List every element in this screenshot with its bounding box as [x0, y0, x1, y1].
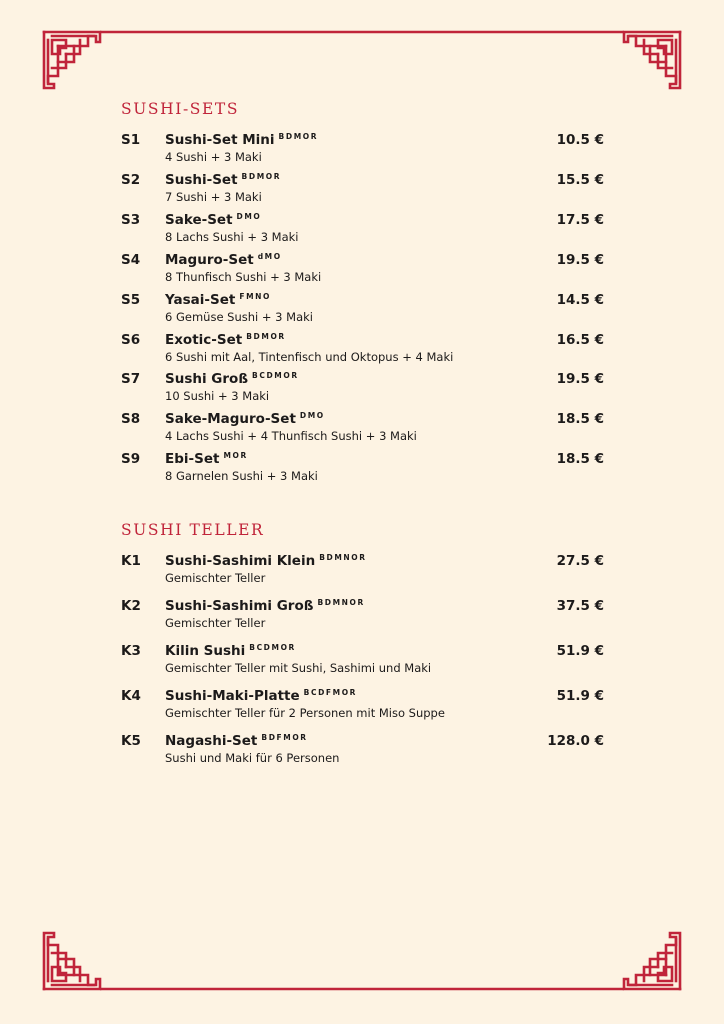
item-code: K3 [121, 642, 141, 659]
item-price: 19.5 € [556, 251, 604, 268]
item-code: K1 [121, 553, 141, 569]
item-code: S9 [121, 451, 141, 468]
item-code: S5 [121, 291, 141, 308]
item-description: 8 Thunfisch Sushi + 3 Maki [165, 269, 322, 284]
item-allergens: BDMNOR [319, 553, 367, 562]
item-description: Sushi und Maki für 6 Personen [165, 750, 340, 765]
item-name [165, 332, 286, 348]
menu-item-k1 [121, 553, 604, 589]
menu-item-s3 [121, 212, 604, 248]
item-description: 6 Sushi mit Aal, Tintenfisch und Oktopus + 4 Maki [165, 349, 454, 364]
item-allergens: dMO [257, 251, 282, 261]
item-allergens: BDFMOR [261, 732, 308, 742]
item-code: S2 [121, 171, 141, 188]
corner-ornament-top-right-icon [624, 32, 680, 88]
item-name-text: Exotic-Set [165, 331, 243, 348]
item-price: 10.5 € [556, 132, 604, 148]
menu-item-s5 [121, 292, 604, 328]
item-code: K5 [121, 732, 141, 749]
item-name-text: Kilin Sushi [165, 642, 246, 659]
menu-item-s4 [121, 252, 604, 288]
item-code: S7 [121, 371, 141, 388]
item-name [165, 371, 299, 387]
item-name-text: Yasai-Set [165, 291, 236, 308]
item-price: 14.5 € [556, 291, 604, 308]
item-name-text: Sushi-Sashimi Groß [165, 597, 314, 614]
item-description: 7 Sushi + 3 Maki [165, 189, 262, 204]
item-code: K2 [121, 597, 141, 614]
item-code: K4 [121, 687, 141, 704]
menu-item-s1 [121, 132, 604, 168]
menu-item-s6 [121, 332, 604, 368]
item-name [165, 451, 248, 467]
corner-ornament-bottom-right-icon [624, 933, 680, 989]
item-name [165, 172, 281, 188]
item-allergens: FMNO [239, 291, 271, 301]
item-description: 4 Lachs Sushi + 4 Thunfisch Sushi + 3 Maki [165, 429, 417, 444]
item-name [165, 688, 357, 704]
item-allergens: DMO [236, 211, 262, 221]
menu-item-k3 [121, 643, 604, 679]
menu-item-s9 [121, 451, 604, 487]
item-price: 51.9 € [556, 687, 604, 704]
item-allergens: BCDMOR [249, 642, 296, 652]
item-price: 18.5 € [556, 451, 604, 468]
item-description: 8 Lachs Sushi + 3 Maki [165, 229, 299, 244]
item-allergens: BDMOR [246, 331, 286, 341]
item-description: Gemischter Teller [165, 571, 266, 585]
item-price: 15.5 € [556, 171, 604, 188]
menu-item-k2 [121, 598, 604, 634]
item-allergens: BDMNOR [317, 597, 365, 607]
item-allergens: MOR [223, 451, 248, 461]
item-name [165, 411, 325, 427]
item-description: 6 Gemüse Sushi + 3 Maki [165, 309, 313, 324]
item-code: S6 [121, 331, 141, 348]
item-price: 37.5 € [556, 597, 604, 614]
item-name [165, 252, 282, 268]
item-description: 4 Sushi + 3 Maki [165, 150, 262, 164]
item-allergens: DMO [299, 411, 325, 421]
item-allergens: BCDFMOR [303, 687, 358, 697]
section-title-sushi-teller: SUSHI TELLER [121, 521, 265, 539]
menu-item-k4 [121, 688, 604, 724]
item-code: S1 [121, 132, 141, 148]
item-name-text: Sushi-Maki-Platte [165, 687, 300, 704]
menu-item-k5 [121, 733, 604, 769]
item-description: Gemischter Teller mit Sushi, Sashimi und Maki [165, 660, 432, 675]
item-allergens: BDMOR [241, 171, 282, 181]
item-name-text: Nagashi-Set [165, 732, 258, 749]
item-code: S3 [121, 211, 141, 228]
item-price: 16.5 € [556, 331, 604, 348]
item-description: 10 Sushi + 3 Maki [165, 389, 270, 404]
item-allergens: BCDMOR [252, 371, 299, 381]
item-name [165, 643, 296, 659]
item-name-text: Sushi-Sashimi Klein [165, 553, 316, 569]
item-description: Gemischter Teller für 2 Personen mit Miso Suppe [165, 705, 445, 720]
item-name-text: Sushi-Set [165, 171, 238, 188]
item-price: 128.0 € [547, 732, 604, 749]
item-name [165, 598, 365, 614]
item-price: 18.5 € [556, 411, 604, 428]
item-price: 19.5 € [556, 371, 604, 388]
item-name-text: Sake-Set [165, 211, 233, 228]
item-name-text: Ebi-Set [165, 451, 220, 468]
corner-ornament-bottom-left-icon [44, 933, 100, 989]
item-price: 51.9 € [556, 642, 604, 659]
item-name-text: Sake-Maguro-Set [165, 411, 296, 428]
item-allergens: BDMOR [278, 132, 319, 141]
item-name [165, 132, 318, 148]
item-description: Gemischter Teller [165, 615, 266, 630]
item-code: S4 [121, 251, 141, 268]
section-title-sushi-sets: SUSHI-SETS [121, 100, 240, 118]
item-code: S8 [121, 411, 141, 428]
menu-item-s7 [121, 371, 604, 407]
item-name-text: Sushi Groß [165, 371, 249, 388]
item-name-text: Sushi-Set Mini [165, 132, 275, 148]
item-name [165, 733, 308, 749]
item-price: 17.5 € [556, 211, 604, 228]
item-description: 8 Garnelen Sushi + 3 Maki [165, 469, 318, 484]
menu-item-s2 [121, 172, 604, 208]
item-price: 27.5 € [556, 553, 604, 569]
item-name [165, 212, 261, 228]
item-name [165, 292, 271, 308]
item-name-text: Maguro-Set [165, 251, 254, 268]
corner-ornament-top-left-icon [44, 32, 100, 88]
item-name [165, 553, 367, 569]
menu-item-s8 [121, 411, 604, 447]
